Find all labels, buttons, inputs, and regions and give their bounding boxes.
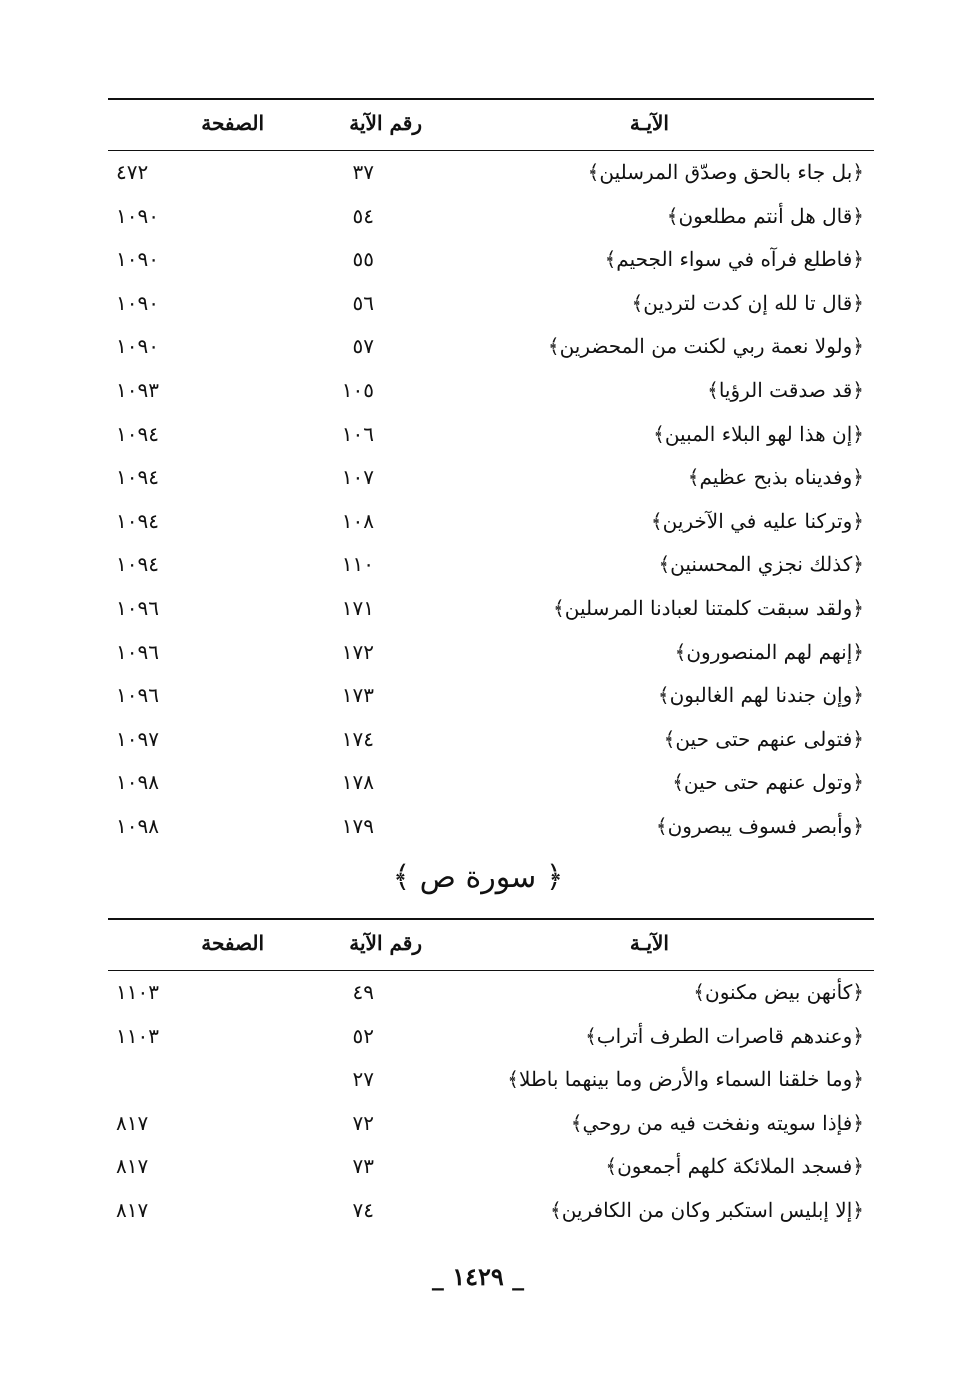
page-reference: ١٠٩٧ xyxy=(116,726,159,751)
table-row xyxy=(108,587,874,631)
verse-text: ﴿فتولى عنهم حتى حين﴾ xyxy=(663,726,864,751)
surah-title: ﴿ سورة ص ﴾ xyxy=(392,860,564,895)
verse-number: ١٧٤ xyxy=(341,726,374,751)
verse-text: ﴿إلا إبليس استكبر وكان من الكافرين﴾ xyxy=(549,1197,864,1222)
page-reference: ١٠٩٨ xyxy=(116,813,159,838)
table-header xyxy=(108,920,874,971)
table-row xyxy=(108,369,874,413)
page-reference: ٨١٧ xyxy=(116,1197,149,1222)
verse-number: ١٧٨ xyxy=(341,770,374,795)
verse-text: ﴿كأنهن بيض مكنون﴾ xyxy=(693,980,864,1004)
page-reference: ١٠٩٦ xyxy=(116,683,159,708)
verse-text: ﴿ولولا نعمة ربي لكنت من المحضرين﴾ xyxy=(547,334,864,359)
table-row xyxy=(108,1189,874,1233)
verse-number: ٥٤ xyxy=(352,203,374,228)
table-body xyxy=(108,151,874,849)
table-row xyxy=(108,151,874,195)
verse-text: ﴿قال هل أنتم مطلعون﴾ xyxy=(666,203,864,228)
verse-number: ٧٣ xyxy=(352,1154,374,1179)
verse-number: ١٠٨ xyxy=(341,508,374,533)
verse-text: ﴿فإذا سويته ونفخت فيه من روحي﴾ xyxy=(570,1110,864,1135)
page-reference: ١٠٩٠ xyxy=(116,334,159,359)
verse-number: ١٧٣ xyxy=(341,683,374,708)
verse-number: ٧٤ xyxy=(352,1197,374,1222)
verse-index-table-2 xyxy=(108,918,874,1233)
verse-text: ﴿قال تا لله إن كدت لتردين﴾ xyxy=(631,290,864,315)
page-reference: ١٠٩٦ xyxy=(116,595,159,620)
table-row xyxy=(108,195,874,239)
table-row xyxy=(108,456,874,500)
page-reference: ١١٠٣ xyxy=(116,980,159,1004)
table-row xyxy=(108,631,874,675)
page-reference: ١٠٩٨ xyxy=(116,770,159,795)
page-reference: ٨١٧ xyxy=(116,1154,149,1179)
header-page: الصفحة xyxy=(201,111,264,135)
page-reference: ٤٧٢ xyxy=(116,160,149,184)
page-reference: ١٠٩٠ xyxy=(116,290,159,315)
verse-text: ﴿وأبصر فسوف يبصرون﴾ xyxy=(655,813,864,838)
verse-number: ٧٢ xyxy=(352,1110,374,1135)
table-row xyxy=(108,413,874,457)
header-verse-number: رقم الآية xyxy=(349,931,422,955)
table-row xyxy=(108,325,874,369)
page-reference: ١٠٩٤ xyxy=(116,508,159,533)
verse-number: ١٧٢ xyxy=(341,639,374,664)
table-row xyxy=(108,805,874,849)
table-row xyxy=(108,674,874,718)
verse-text: ﴿كذلك نجزي المحسنين﴾ xyxy=(658,552,864,577)
verse-number: ٤٩ xyxy=(352,980,374,1004)
verse-number: ١٧١ xyxy=(341,595,374,620)
table-row xyxy=(108,971,874,1015)
verse-number: ١٠٧ xyxy=(341,465,374,490)
table-header xyxy=(108,100,874,151)
verse-text: ﴿إن هذا لهو البلاء المبين﴾ xyxy=(653,421,864,446)
table-row xyxy=(108,718,874,762)
page-number: _ ١٤٢٩ _ xyxy=(431,1262,525,1291)
verse-text: ﴿وفديناه بذبح عظيم﴾ xyxy=(687,465,864,490)
table-row xyxy=(108,1015,874,1059)
page-reference: ١٠٩٣ xyxy=(116,377,159,402)
page-reference: ٨١٧ xyxy=(116,1110,149,1135)
header-verse: الآيـة xyxy=(629,111,669,135)
verse-number: ٥٦ xyxy=(352,290,374,315)
header-page: الصفحة xyxy=(201,931,264,955)
page-reference: ١٠٩٠ xyxy=(116,247,159,272)
verse-text: ﴿بل جاء بالحق وصدّق المرسلين﴾ xyxy=(587,160,864,184)
page-reference: ١٠٩٤ xyxy=(116,421,159,446)
verse-text: ﴿وعندهم قاصرات الطرف أتراب﴾ xyxy=(585,1023,864,1048)
page-reference: ١١٠٣ xyxy=(116,1023,159,1048)
verse-text: ﴿وتول عنهم حتى حين﴾ xyxy=(672,770,864,795)
header-verse-number: رقم الآية xyxy=(349,111,422,135)
verse-number: ٢٧ xyxy=(352,1067,374,1092)
table-body xyxy=(108,971,874,1233)
verse-text: ﴿فسجد الملائكة كلهم أجمعون﴾ xyxy=(605,1154,864,1179)
table-row xyxy=(108,543,874,587)
verse-number: ١٠٥ xyxy=(341,377,374,402)
verse-text: ﴿إنهم لهم المنصورون﴾ xyxy=(674,639,864,664)
verse-number: ٣٧ xyxy=(352,160,374,184)
verse-text: ﴿ولقد سبقت كلمتنا لعبادنا المرسلين﴾ xyxy=(553,595,864,620)
verse-number: ٥٧ xyxy=(352,334,374,359)
page-reference: ١٠٩٤ xyxy=(116,465,159,490)
verse-text: ﴿وتركنا عليه في الآخرين﴾ xyxy=(650,508,864,533)
verse-text: ﴿قد صدقت الرؤيا﴾ xyxy=(707,377,864,402)
verse-text: ﴿فاطلع فرآه في سواء الجحيم﴾ xyxy=(604,247,864,272)
verse-number: ٥٢ xyxy=(352,1023,374,1048)
verse-index-table-1 xyxy=(108,98,874,849)
verse-number: ١٧٩ xyxy=(341,813,374,838)
table-row xyxy=(108,1145,874,1189)
page-reference: ١٠٩٦ xyxy=(116,639,159,664)
table-row xyxy=(108,1058,874,1102)
table-row xyxy=(108,500,874,544)
header-verse: الآيـة xyxy=(629,931,669,955)
verse-text: ﴿وإن جندنا لهم الغالبون﴾ xyxy=(657,683,864,708)
verse-number: ٥٥ xyxy=(352,247,374,272)
page-reference: ١٠٩٠ xyxy=(116,203,159,228)
verse-text: ﴿وما خلقنا السماء والأرض وما بينهما باطلا﴾ xyxy=(507,1067,864,1092)
verse-number: ١٠٦ xyxy=(341,421,374,446)
page-reference: ١٠٩٤ xyxy=(116,552,159,577)
verse-number: ١١٠ xyxy=(341,552,374,577)
table-row xyxy=(108,282,874,326)
table-row xyxy=(108,238,874,282)
table-row xyxy=(108,1102,874,1146)
table-row xyxy=(108,761,874,805)
